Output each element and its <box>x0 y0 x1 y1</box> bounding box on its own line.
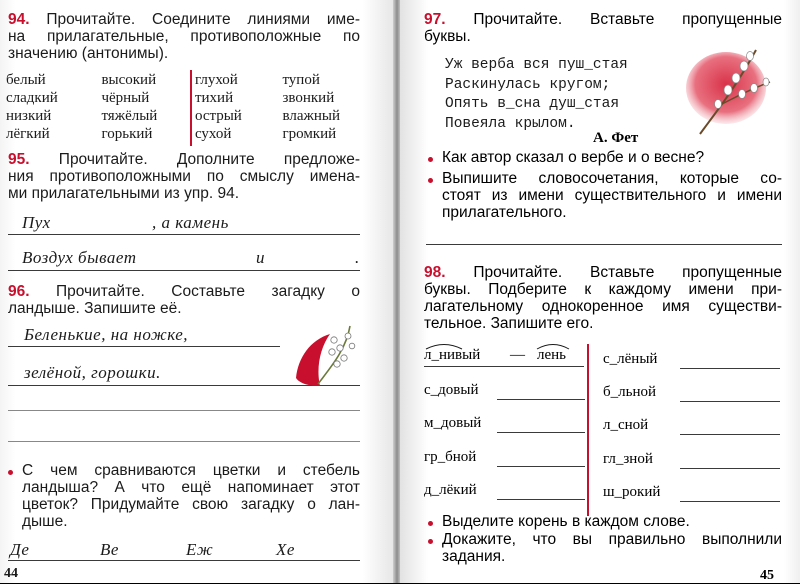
text-line: лагательному однокоренное имя существи- <box>424 298 782 315</box>
word-row <box>6 72 362 90</box>
bullet-marker <box>8 470 13 475</box>
exercise-95-text <box>8 151 360 202</box>
handwritten-text: . <box>355 248 360 267</box>
poem-line: Опять в_сна душ_стая <box>445 96 620 112</box>
word-row <box>6 126 362 144</box>
poem-author: А. Фет <box>593 130 639 146</box>
handwritten-text: Пух <box>22 213 51 232</box>
handwritten-letter: Ве <box>100 540 119 559</box>
word-cell: острый <box>194 108 242 124</box>
word-cell: сухой <box>194 126 232 142</box>
left-page <box>0 0 394 583</box>
text-line: Прочитайте. Составьте загадку о <box>56 283 360 300</box>
poem <box>445 56 628 134</box>
text-line: на прилагательные, противоположные по <box>8 28 360 45</box>
word-cell: белый <box>6 72 46 88</box>
poem-line: Повеяла крылом. <box>445 115 576 132</box>
word-item: л_нивый <box>424 347 481 363</box>
answer-line[interactable] <box>497 399 585 400</box>
word-cell: лёгкий <box>6 126 50 142</box>
word-cell: горький <box>101 126 153 142</box>
word-cell: влажный <box>282 108 340 124</box>
text-line: прилагательного. <box>442 204 567 221</box>
word-item: л_сной <box>603 417 649 433</box>
text-line: Докажите, что вы правильно выполнили <box>442 531 782 548</box>
willow-branch-illustration <box>682 42 782 142</box>
table-divider <box>190 70 192 146</box>
text-line: ния противоположными по смыслу имена- <box>8 168 360 185</box>
task-text <box>442 170 782 221</box>
task-text <box>442 531 782 565</box>
text-line: Прочитайте. Соедините линиями име- <box>46 11 360 28</box>
root-arc-mark <box>424 342 464 350</box>
exercise-94-text <box>8 11 360 62</box>
column-divider <box>587 344 589 516</box>
handwritten-text: и <box>256 248 265 267</box>
text-line: Прочитайте. Вставьте пропущенные <box>473 264 782 281</box>
answer-line[interactable] <box>497 499 585 500</box>
page-number: 45 <box>760 568 774 583</box>
text-line: тельное. Запишите его. <box>424 315 594 332</box>
answer-line[interactable] <box>680 401 780 402</box>
text-line: значению (антонимы). <box>8 45 169 62</box>
dash-separator: — <box>510 347 525 363</box>
word-cell: сладкий <box>6 90 58 106</box>
word-row <box>6 90 362 108</box>
lily-of-the-valley-illustration <box>290 318 366 390</box>
exercise-96-text <box>8 283 360 317</box>
word-item: м_довый <box>424 415 482 431</box>
word-item: гл_зной <box>603 451 653 467</box>
answer-line[interactable] <box>497 432 585 433</box>
bullet-marker <box>428 157 433 162</box>
writing-line[interactable] <box>8 441 360 442</box>
poem-line: Уж верба вся пуш_стая <box>445 57 628 73</box>
page-number: 44 <box>4 566 18 581</box>
exercise-96-questions <box>22 462 360 530</box>
handwritten-text: Беленькие, на ножке, <box>24 325 189 344</box>
handwritten-text: Воздух бывает <box>22 248 137 267</box>
writing-line[interactable] <box>8 410 360 411</box>
word-cell: низкий <box>6 108 52 124</box>
word-item: ш_рокий <box>603 484 661 500</box>
bullet-marker <box>428 539 433 544</box>
writing-line[interactable] <box>8 234 360 235</box>
writing-line[interactable] <box>8 560 360 561</box>
text-line: ми прилагательными из упр. 94. <box>8 185 240 202</box>
word-item: гр_бной <box>424 449 477 465</box>
text-line: буквы. <box>424 28 471 45</box>
exercise-number: 97. <box>424 11 446 28</box>
answer-line[interactable] <box>680 468 780 469</box>
word-cell: громкий <box>282 126 337 142</box>
handwritten-letter: Еж <box>186 540 214 559</box>
handwritten-letter: Де <box>10 540 30 559</box>
word-item: лень <box>537 347 567 363</box>
text-line: буквы. Подберите к каждому имени при- <box>424 281 782 298</box>
exercise-number: 95. <box>8 151 30 168</box>
exercise-97-text <box>424 11 782 45</box>
exercise-number: 96. <box>8 283 30 300</box>
word-cell: звонкий <box>282 90 335 106</box>
bullet-marker <box>428 178 433 183</box>
text-line: Выпишите словосочетания, которые со- <box>442 170 782 187</box>
word-cell: чёрный <box>101 90 150 106</box>
exercise-98-text <box>424 264 782 332</box>
handwritten-text: , а камень <box>152 213 229 232</box>
handwritten-text: зелёной, горошки. <box>24 363 161 382</box>
word-item: с_довый <box>424 382 479 398</box>
word-cell: тупой <box>282 72 320 88</box>
root-arc-mark <box>535 342 571 350</box>
answer-line[interactable] <box>680 368 780 369</box>
writing-line[interactable] <box>8 346 280 347</box>
writing-line[interactable] <box>8 270 360 271</box>
word-item: д_лёкий <box>424 482 477 498</box>
word-cell: тихий <box>194 90 234 106</box>
word-cell: высокий <box>101 72 157 88</box>
exercise-number: 98. <box>424 264 446 281</box>
word-item: б_льной <box>603 384 657 400</box>
word-cell: глухой <box>194 72 238 88</box>
text-line: дыше. <box>22 513 68 530</box>
answer-line[interactable] <box>497 466 585 467</box>
text-line: Прочитайте. Дополните предложе- <box>58 151 360 168</box>
text-line: задания. <box>442 548 506 565</box>
task-line: Как автор сказал о вербе и о весне? <box>442 149 705 166</box>
answer-line[interactable] <box>680 434 780 435</box>
answer-line[interactable] <box>680 501 780 502</box>
text-line: ландыша? А что ещё напоминает этот <box>22 479 360 496</box>
antonym-word-table <box>6 72 362 144</box>
poem-line: Раскинулась кругом; <box>445 76 611 93</box>
answer-line[interactable] <box>424 366 584 367</box>
text-line: С чем сравниваются цветки и стебель <box>22 462 360 479</box>
task-line: Выделите корень в каждом слове. <box>442 513 690 530</box>
writing-line[interactable] <box>426 244 782 245</box>
text-line: Прочитайте. Вставьте пропущенные <box>473 11 782 28</box>
word-cell: тяжёлый <box>101 108 158 124</box>
text-line: стоят из имени существительного и имени <box>442 187 782 204</box>
text-line: ландыше. Запишите её. <box>8 300 182 317</box>
word-item: с_лёный <box>603 351 658 367</box>
bullet-marker <box>428 521 433 526</box>
word-row <box>6 108 362 126</box>
handwritten-letter: Хе <box>276 540 295 559</box>
exercise-number: 94. <box>8 11 30 28</box>
text-line: цветок? Придумайте свою загадку о лан- <box>22 496 360 513</box>
